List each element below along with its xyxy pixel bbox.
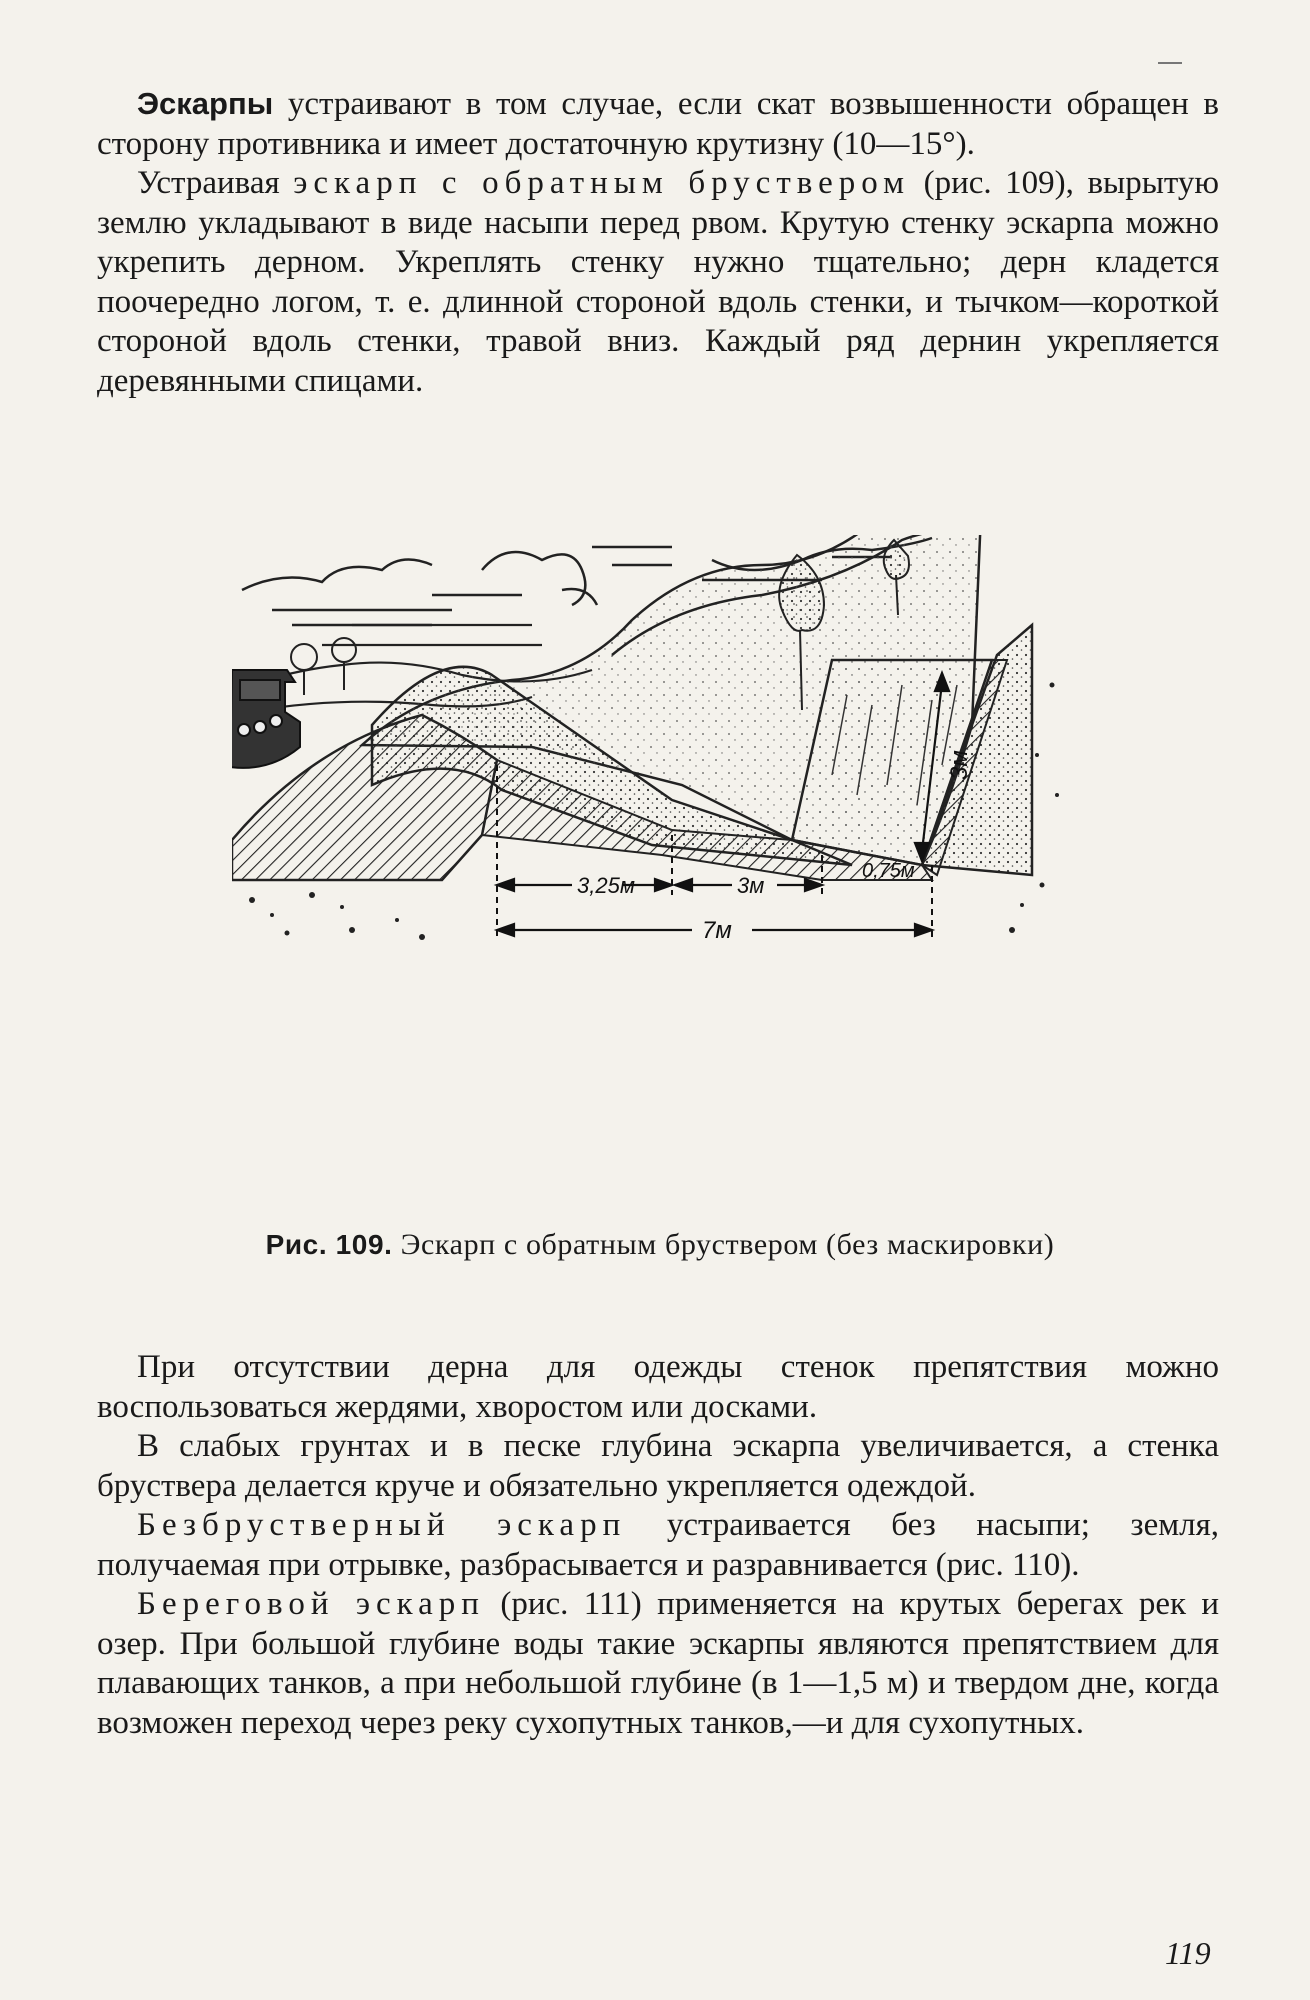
dim-depth: 3м — [946, 750, 973, 780]
paragraph — [97, 1506, 1219, 1585]
tank-icon — [232, 670, 300, 768]
paragraph-text: При отсутствии дерна для одежды стенок препятствия можно воспользоваться жердями, хворостом или досками. — [97, 1349, 1219, 1425]
corner-mark — [1158, 62, 1182, 64]
paragraph-text: (рис. 111) применяется на крутых берегах рек и озер. При большой глубине воды такие эскарпы являются препятствием для плавающих танков, а при небольшой глубине (в 1—1,5 м) и твердом дне, когда возможен переход через реку сухопутных танков,—и для сухопутных. — [97, 1586, 1220, 1741]
dim-span-a: 3,25м — [577, 873, 635, 898]
figure-escarp-drawing — [232, 535, 1082, 1225]
paragraph — [97, 1585, 1219, 1743]
dim-span-c: 0,75м — [862, 860, 915, 882]
term-spaced: Береговой эскарп — [137, 1586, 485, 1622]
caption-label: Рис. 109. — [265, 1229, 393, 1260]
paragraph-text: В слабых грунтах и в песке глубина эскарпа увеличивается, а стенка бруствера делается круче и обязательно укрепляется одеждой. — [97, 1428, 1219, 1504]
caption-text: Эскарп с обратным бруствером (без маскировки) — [392, 1228, 1055, 1261]
paragraph — [97, 1427, 1219, 1506]
term-spaced: эскарп с обратным бруствером — [293, 165, 911, 201]
paragraph-lead: Устраивая — [137, 165, 280, 201]
paragraph — [97, 1348, 1219, 1427]
paragraph-text: (рис. 109), вырытую землю укладывают в виде насыпи перед рвом. Крутую стенку эскарпа можно укрепить дерном. Укреплять стенку нужно тщательно; дерн кладется поочередно логом, т. е. длинной стороной вдоль стенки, и тычком—короткой стороной вдоль стенки, травой вниз. Каждый ряд дернин укрепляется деревянными спицами. — [97, 165, 1220, 399]
figure-caption — [180, 1228, 1140, 1262]
escarp-illustration — [232, 535, 1082, 1225]
top-text-block — [97, 84, 1219, 401]
term-spaced: Безбрустверный эскарп — [137, 1507, 627, 1543]
bottom-text-block — [97, 1348, 1219, 1743]
dim-total: 7м — [702, 917, 732, 944]
dim-span-b: 3м — [737, 873, 765, 898]
paragraph-text: устраивают в том случае, если скат возвышенности обращен в сторону противника и имеет достаточную крутизну (10—15°). — [97, 86, 1219, 162]
paragraph — [97, 84, 1219, 164]
term-bold: Эскарпы — [137, 86, 274, 121]
page-number: 119 — [1165, 1935, 1211, 1971]
paragraph — [97, 164, 1219, 401]
paragraph-text: устраивается без насыпи; земля, получаемая при отрывке, разбрасывается и разравнивается (рис. 110). — [97, 1507, 1219, 1583]
